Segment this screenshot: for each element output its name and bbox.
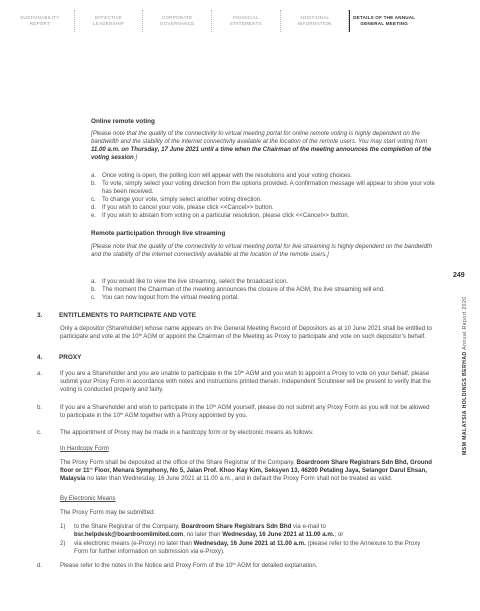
item-text: The moment the Chairman of the meeting announces the closure of the AGM, the live streaming will end. [102,286,385,293]
item-text: If you wish to cancel your vote, please click <<Cancel>> button. [102,204,274,211]
item-label: d. [91,204,97,211]
item-text: Once voting is open, the polling icon will appear with the resolutions and your voting choices. [102,172,352,179]
section-title: PROXY [59,354,82,361]
nav-additional-information[interactable] [281,10,350,32]
nav-label: LEADERSHIP [92,21,125,26]
report-name: Annual Report 2020 [462,296,468,350]
section-number: 3. [37,312,43,319]
side-report-title [462,296,468,455]
electronic-means-heading: By Electronic Means [60,495,116,502]
list-item [91,286,436,294]
nav-label: INFORMATION [297,21,332,26]
item-label: b. [91,180,97,187]
nav-label: ADDITIONAL [299,15,330,20]
company-name: MSM MALAYSIA HOLDINGS BERHAD [462,351,468,455]
note-text: .] [133,154,138,161]
item-text: To change your vote, simply select another voting direction. [102,196,262,203]
list-item [91,172,436,180]
text-part: If you are a Shareholder and you are unable to participate in the 10 [60,370,241,377]
bold-text: Boardroom Share Registrars Sdn Bhd [181,523,292,530]
bold-text: Boardroom Share Registrars Sdn Bhd, Ground floor or 11 [60,459,432,474]
nav-label: SUSTAINABILITY [20,15,60,20]
list-item [91,278,436,286]
list-item [91,294,436,302]
bold-text: Wednesday, 16 June 2021 at 11.00 a.m. [193,540,306,547]
hardcopy-form-heading: In Hardcopy Form [60,445,109,452]
item-label: a. [37,370,43,377]
note-text: [Please note that the quality of the connectivity to virtual meeting portal for online remote voting is highly dependent on the bandwidth and the stability of the internet connectivity available at the location of the remote users. You may start voting from [91,130,428,145]
text-part: AGM yourself, please do not submit any Proxy Form as you will not be allowed to participate in the 10 [60,404,430,419]
bold-text: Wednesday, 16 June 2021 at 11.00 a.m. [222,531,335,538]
section-heading [37,354,81,362]
item-label: 1) [60,523,66,530]
superscript: th [212,403,217,408]
item-label: b. [91,286,97,293]
item-text: The appointment of Proxy may be made in a hardcopy form or by electronic means as follows: [60,429,314,436]
item-label: e. [91,212,97,219]
superscript: th [138,332,142,337]
item-text [60,562,436,570]
nav-corporate-governance[interactable] [143,10,212,32]
nav-label: DETAILS OF THE ANNUAL [353,15,416,20]
superscript: th [89,466,93,471]
item-text [60,404,436,420]
online-voting-note [91,130,436,162]
nav-label: FINANCIAL [232,15,259,20]
text-part: , no later than [183,531,223,538]
nav-label: GENERAL MEETING [360,21,408,26]
list-item [91,180,436,196]
text-part: The Proxy Form shall be deposited at the office of the Share Registrar of the Company, [60,459,297,466]
nav-label: REPORT [29,21,50,26]
item-label: a. [91,278,97,285]
nav-sustainability-report[interactable] [6,10,75,32]
live-streaming-note: [Please note that the quality of the connectivity to virtual meeting portal for live streaming is highly dependent on the bandwidth and the stability of the internet connectivity available at the location of the remote users.] [91,243,433,258]
item-label: 2) [60,540,66,547]
para-text: AGM or appoint the Chairman of the Meeting as Proxy to participate and vote on such depositor’s behalf. [141,333,426,340]
list-item [91,212,436,220]
section-heading [37,312,196,320]
electronic-item-1 [60,523,436,539]
electronic-item-2 [60,540,436,556]
text-part: via e-mail to [291,523,326,530]
proxy-item-b [37,404,436,420]
item-label: c. [91,196,96,203]
item-text: If you would like to view the live streaming, select the broadcast icon. [102,278,288,285]
text-part: AGM and you wish to appoint a Proxy to vote on your behalf, please submit your Proxy Form in accordance with notes and instructions printed therein. Independent Scrutineer will be present to verify that the voting is conducted properly and fairly. [60,370,431,393]
item-text: You can now logout from the virtual meeting portal. [102,294,239,301]
proxy-item-d [37,562,436,570]
list-item [91,196,436,204]
top-navigation [6,10,418,32]
nav-details-of-agm[interactable] [349,10,418,32]
entitlement-paragraph [60,325,436,341]
item-label: c. [91,294,96,301]
item-label: b. [37,404,43,411]
nav-label: EFFECTIVE [94,15,123,20]
list-item [91,204,436,212]
nav-effective-leadership[interactable] [75,10,144,32]
text-part: Please refer to the notes in the Notice and Proxy Form of the 10 [60,562,233,569]
nav-label: GOVERNANCE [159,21,195,26]
nav-label: CORPORATE [161,15,193,20]
text-part: (please refer to the Annexure to the Proxy Form for further information on submission via e-Proxy). [74,540,421,555]
superscript: th [119,411,124,416]
proxy-item-c [37,429,436,437]
live-streaming-title: Remote participation through live streaming [91,230,226,237]
item-label: c. [37,429,42,436]
text-part: via electronic means (e-Proxy) no later than [74,540,194,547]
text-part: ; or [334,531,344,538]
email-link[interactable]: bsr.helpdesk@boardroomlimited.com [74,531,184,538]
page-number: 249 [453,272,465,279]
item-text: To vote, simply select your voting direction from the options provided. A confirmation message will appear to show your vote has been received. [102,180,435,195]
item-text [60,370,436,394]
hardcopy-form-paragraph [60,459,436,483]
text-part: to the Share Registrar of the Company, [74,523,182,530]
section-title: ENTITLEMENTS TO PARTICIPATE AND VOTE [59,312,197,319]
section-number: 4. [37,354,43,361]
text-part: no later than Wednesday, 16 June 2021 at 11.00 a.m., and in default the Proxy Form shall not be treated as valid. [85,475,393,482]
nav-label: STATEMENTS [229,21,262,26]
item-text [74,540,436,556]
bold-text: Floor, Menara Symphony, No 5, Jalan Prof. Khoo Kay Kim, Seksyen 13, 46200 Petaling Jaya, Selangor Darul Ehsan, Malaysia [60,467,427,482]
text-part: AGM for detailed explanation. [235,562,318,569]
item-text [74,523,436,539]
para-text: Only a depositor (Shareholder) whose name appears on the General Meeting Record of Depositors as at 10 June 2021 shall be entitled to participate and vote at the 10 [60,325,432,340]
nav-financial-statements[interactable] [212,10,281,32]
note-bold-text: 11.00 a.m. on Thursday, 17 June 2021 until a time when the Chairman of the meeting announces the completion of the voting session [91,146,432,161]
text-part: AGM together with a Proxy appointed by you. [123,412,248,419]
online-remote-voting-title: Online remote voting [91,118,155,125]
electronic-intro: The Proxy Form may be submitted: [60,509,156,516]
item-text: If you wish to abstain from voting on a particular resolution, please click <<Cancel>> button. [102,212,350,219]
superscript: th [240,369,245,374]
superscript: th [232,561,236,566]
text-part: If you are a Shareholder and wish to participate in the 10 [60,404,213,411]
item-label: a. [91,172,97,179]
item-label: d. [37,562,43,569]
proxy-item-a [37,370,436,394]
